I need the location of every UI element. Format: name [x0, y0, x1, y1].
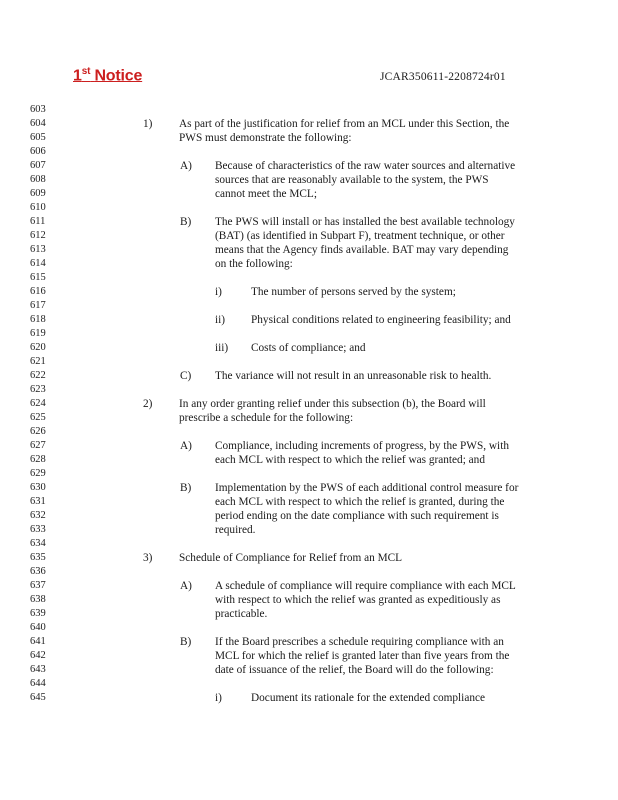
line-number: 610 — [30, 202, 46, 213]
item-1b-iii-text: Costs of compliance; and — [251, 342, 366, 354]
notice-number: 1 — [73, 67, 82, 85]
item-2b-line-2: each MCL with respect to which the relief is granted, during the — [215, 496, 505, 508]
line-number: 628 — [30, 454, 46, 465]
line-number: 611 — [30, 216, 46, 227]
line-number: 623 — [30, 384, 46, 395]
line-number: 626 — [30, 426, 46, 437]
line-number: 614 — [30, 258, 46, 269]
line-number: 643 — [30, 664, 46, 675]
item-2a-line-2: each MCL with respect to which the relief was granted; and — [215, 454, 485, 466]
item-2a-line-1: Compliance, including increments of progress, by the PWS, with — [215, 440, 509, 452]
notice-heading — [73, 66, 142, 85]
item-3a-label: A) — [180, 580, 192, 592]
item-1c-label: C) — [180, 370, 192, 382]
item-3-text: Schedule of Compliance for Relief from an MCL — [179, 552, 403, 564]
item-2a-label: A) — [180, 440, 192, 452]
item-3b-i-label: i) — [215, 692, 222, 704]
item-2b-line-4: required. — [215, 524, 256, 536]
line-number: 637 — [30, 580, 46, 591]
line-number: 641 — [30, 636, 46, 647]
line-number: 621 — [30, 356, 46, 367]
line-number: 603 — [30, 104, 46, 115]
line-number: 630 — [30, 482, 46, 493]
line-number: 644 — [30, 678, 46, 689]
item-1a-line-3: cannot meet the MCL; — [215, 188, 317, 200]
item-1b-i-text: The number of persons served by the system; — [251, 286, 456, 298]
line-number: 632 — [30, 510, 46, 521]
item-1b-iii-label: iii) — [215, 342, 229, 354]
item-3b-i-text: Document its rationale for the extended compliance — [251, 692, 486, 704]
item-1a-line-1: Because of characteristics of the raw water sources and alternative — [215, 160, 516, 172]
line-number: 645 — [30, 692, 46, 703]
item-3b-line-2: MCL for which the relief is granted later than five years from the — [215, 650, 510, 662]
item-3a-line-3: practicable. — [215, 608, 268, 620]
line-number: 627 — [30, 440, 46, 451]
item-2b-line-1: Implementation by the PWS of each additional control measure for — [215, 482, 519, 494]
line-number: 616 — [30, 286, 46, 297]
line-number: 606 — [30, 146, 46, 157]
item-1-line-2: PWS must demonstrate the following: — [179, 132, 352, 144]
item-1-label: 1) — [143, 118, 153, 130]
line-number: 617 — [30, 300, 46, 311]
line-number: 622 — [30, 370, 46, 381]
line-number: 609 — [30, 188, 46, 199]
line-number: 634 — [30, 538, 46, 549]
line-number: 625 — [30, 412, 46, 423]
item-1b-ii-label: ii) — [215, 314, 226, 326]
line-number: 607 — [30, 160, 46, 171]
line-number: 642 — [30, 650, 46, 661]
item-2b-label: B) — [180, 482, 192, 494]
item-1a-line-2: sources that are reasonably available to the system, the PWS — [215, 174, 489, 186]
item-3a-line-1: A schedule of compliance will require compliance with each MCL — [215, 580, 516, 592]
line-number: 618 — [30, 314, 46, 325]
item-1b-ii-text: Physical conditions related to engineering feasibility; and — [251, 314, 511, 326]
item-3b-line-1: If the Board prescribes a schedule requiring compliance with an — [215, 636, 504, 648]
line-number: 629 — [30, 468, 46, 479]
notice-word: Notice — [94, 67, 143, 85]
line-number: 604 — [30, 118, 46, 129]
item-1b-line-2: (BAT) (as identified in Subpart F), treatment technique, or other — [215, 230, 505, 242]
line-number: 636 — [30, 566, 46, 577]
line-number: 612 — [30, 230, 46, 241]
item-3-label: 3) — [143, 552, 153, 564]
line-number: 620 — [30, 342, 46, 353]
item-1b-line-4: on the following: — [215, 258, 293, 270]
line-number: 613 — [30, 244, 46, 255]
item-1b-line-1: The PWS will install or has installed the best available technology — [215, 216, 515, 228]
item-2-line-1: In any order granting relief under this subsection (b), the Board will — [179, 398, 486, 410]
item-1c-text: The variance will not result in an unreasonable risk to health. — [215, 370, 492, 382]
item-2-line-2: prescribe a schedule for the following: — [179, 412, 354, 424]
line-number: 640 — [30, 622, 46, 633]
line-number: 605 — [30, 132, 46, 143]
line-number: 638 — [30, 594, 46, 605]
item-1a-label: A) — [180, 160, 192, 172]
line-number: 631 — [30, 496, 46, 507]
item-1b-i-label: i) — [215, 286, 222, 298]
item-2-label: 2) — [143, 398, 153, 410]
item-1b-label: B) — [180, 216, 192, 228]
line-number: 635 — [30, 552, 46, 563]
document-id: JCAR350611-2208724r01 — [380, 71, 506, 83]
line-number: 608 — [30, 174, 46, 185]
item-2b-line-3: period ending on the date compliance with such requirement is — [215, 510, 499, 522]
item-3a-line-2: with respect to which the relief was granted as expeditiously as — [215, 594, 501, 606]
line-number: 615 — [30, 272, 46, 283]
line-number: 639 — [30, 608, 46, 619]
item-3b-line-3: date of issuance of the relief, the Board will do the following: — [215, 664, 494, 676]
line-number: 633 — [30, 524, 46, 535]
item-1-line-1: As part of the justification for relief from an MCL under this Section, the — [179, 118, 510, 130]
line-number: 624 — [30, 398, 46, 409]
item-1b-line-3: means that the Agency finds available. BAT may vary depending — [215, 244, 509, 256]
notice-superscript: st — [81, 66, 91, 77]
line-number: 619 — [30, 328, 46, 339]
item-3b-label: B) — [180, 636, 192, 648]
